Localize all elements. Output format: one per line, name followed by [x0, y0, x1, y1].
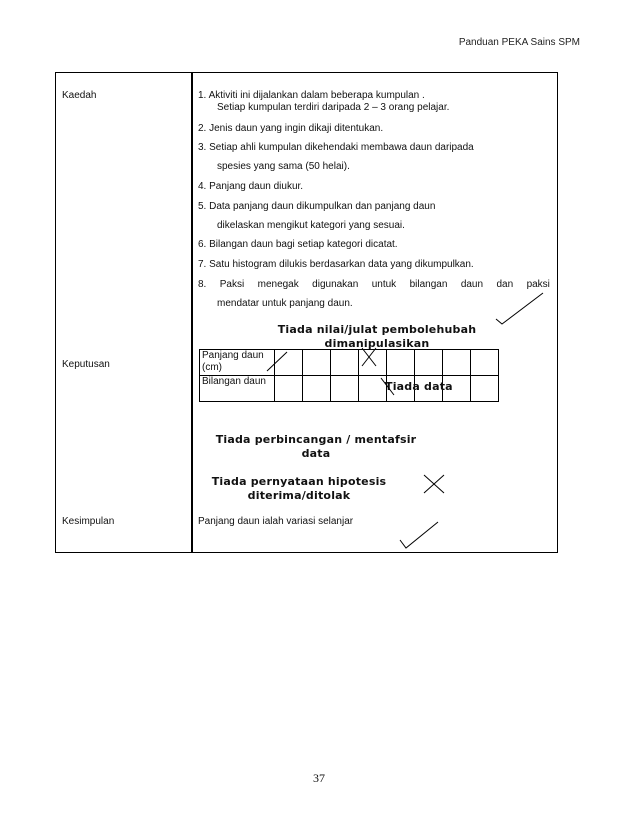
kaedah-step: Setiap kumpulan terdiri daripada 2 – 3 orang pelajar.	[217, 102, 450, 113]
step8-word: digunakan	[312, 279, 359, 290]
kaedah-step: 1. Aktiviti ini dijalankan dalam beberapa kumpulan .	[198, 90, 425, 101]
kaedah-step: 7. Satu histogram dilukis berdasarkan data yang dikumpulkan.	[198, 259, 474, 270]
step8-word: paksi	[526, 279, 550, 290]
kesimpulan-text: Panjang daun ialah variasi selanjar	[198, 516, 354, 527]
header-panjang: Panjang daun (cm)	[200, 350, 275, 376]
step8-word: menegak	[257, 279, 299, 290]
label-kesimpulan: Kesimpulan	[62, 516, 115, 527]
step8-word: untuk	[371, 279, 397, 290]
report-table	[55, 72, 558, 553]
note-no-variable: Tiada nilai/julat pembolehubah dimanipulasikan	[277, 323, 477, 349]
step8-word: 8.	[198, 279, 207, 290]
step8-word: dan	[496, 279, 514, 290]
label-kaedah: Kaedah	[62, 90, 97, 101]
strike-mark-icon	[267, 352, 287, 371]
step8-word: Paksi	[219, 279, 245, 290]
kaedah-step: 6. Bilangan daun bagi setiap kategori dicatat.	[198, 239, 398, 250]
header-bilangan: Bilangan daun	[200, 376, 275, 402]
note-no-discussion: Tiada perbincangan / mentafsir data	[215, 433, 417, 460]
step8-word: bilangan	[409, 279, 448, 290]
check-mark-icon	[496, 293, 543, 324]
kaedah-step: mendatar untuk panjang daun.	[217, 298, 353, 309]
kaedah-step: 3. Setiap ahli kumpulan dikehendaki membawa daun daripada	[198, 142, 474, 153]
kaedah-step: 4. Panjang daun diukur.	[198, 181, 304, 192]
strike-mark-icon	[381, 378, 394, 395]
kaedah-step: spesies yang sama (50 helai).	[217, 161, 350, 172]
label-keputusan: Keputusan	[62, 359, 110, 370]
page-number: 37	[313, 771, 325, 785]
running-header: Panduan PEKA Sains SPM	[458, 37, 580, 48]
note-no-data: Tiada data	[385, 380, 453, 393]
grading-marks	[56, 73, 559, 554]
check-mark-icon	[400, 522, 438, 548]
kaedah-step: 2. Jenis daun yang ingin dikaji ditentukan.	[198, 123, 384, 134]
kaedah-step: dikelaskan mengikut kategori yang sesuai.	[217, 220, 405, 231]
note-no-hypothesis: Tiada pernyataan hipotesis diterima/ditolak	[211, 475, 387, 502]
step8-word: daun	[460, 279, 484, 290]
kaedah-step: 5. Data panjang daun dikumpulkan dan panjang daun	[198, 201, 436, 212]
